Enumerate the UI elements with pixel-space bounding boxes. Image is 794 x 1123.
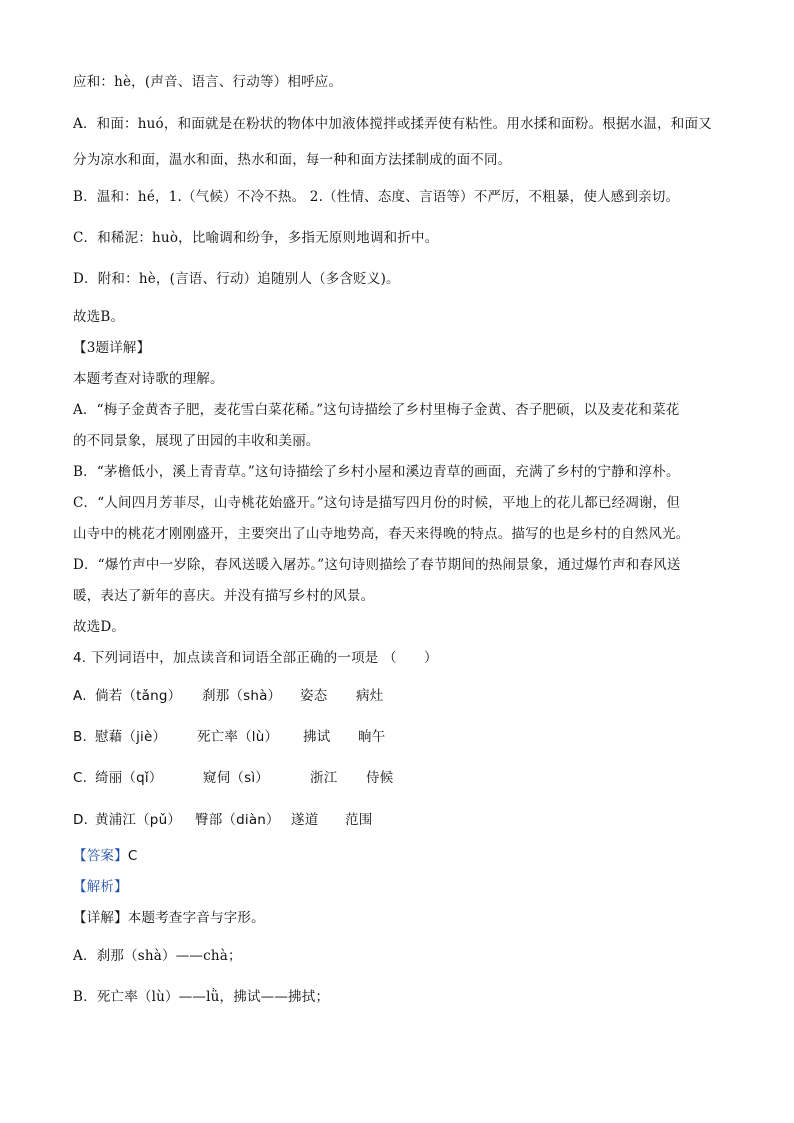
- text-line: A．刹那（shà）——chà；: [73, 948, 242, 964]
- text-line: 的不同景象，展现了田园的丰收和美丽。: [73, 433, 320, 449]
- text-line: 分为凉水和面，温水和面，热水和面，每一种和面方法揉制成的面不同。: [73, 152, 512, 168]
- section-heading: 【3题详解】: [73, 340, 151, 356]
- option-word: 绮丽（qǐ）: [95, 770, 163, 786]
- question-stem: 4. 下列词语中，加点读音和词语全部正确的一项是 （ ）: [73, 650, 438, 666]
- text-line: 【详解】本题考查字音与字形。: [73, 910, 265, 926]
- option-word: 遂道: [291, 812, 319, 828]
- text-line: 本题考查对诗歌的理解。: [73, 371, 224, 387]
- text-line: A．和面：huó，和面就是在粉状的物体中加液体搅拌或揉弄使有粘性。用水揉和面粉。根据水温，和面又: [73, 116, 712, 132]
- text-line: C．和稀泥：huò，比喻调和纷争，多指无原则地调和折中。: [73, 230, 439, 246]
- option-word: 慰藉（jiè）: [95, 729, 167, 745]
- question-option-a: [73, 686, 383, 706]
- question-option-d: [73, 810, 372, 830]
- option-word: 范围: [345, 812, 373, 828]
- text-line: 暖，表达了新年的喜庆。并没有描写乡村的风景。: [73, 588, 375, 604]
- option-label: D.: [73, 812, 89, 828]
- answer-line: [73, 846, 137, 866]
- option-word: 拂试: [303, 729, 331, 745]
- text-line: D．附和：hè，(言语、行动）追随别人（多含贬义)。: [73, 271, 400, 287]
- option-word: 侍候: [366, 770, 394, 786]
- question-option-c: [73, 768, 393, 788]
- option-word: 病灶: [356, 688, 384, 704]
- text-line: B．温和：hé，1.（气候）不冷不热。 2.（性情、态度、言语等）不严厉，不粗暴，使人感到亲切。: [73, 189, 680, 205]
- analysis-label: 【解析】: [73, 879, 128, 895]
- option-word: 倘若（tǎng）: [95, 688, 182, 704]
- text-line: 故选D。: [73, 619, 126, 635]
- answer-label: 【答案】: [73, 848, 128, 864]
- text-line: B．“茅檐低小，溪上青青草。”这句诗描绘了乡村小屋和溪边青草的画面，充满了乡村的宁静和淳朴。: [73, 464, 680, 480]
- text-line: 故选B。: [73, 309, 125, 325]
- text-line: C．“人间四月芳菲尽，山寺桃花始盛开。”这句诗是描写四月份的时候，平地上的花儿都已经凋谢，但: [73, 495, 681, 511]
- option-word: 晌午: [358, 729, 386, 745]
- option-label: C.: [73, 770, 88, 786]
- text-line: B．死亡率（lù）——lǜ，拂试——拂拭；: [73, 989, 330, 1005]
- option-word: 黄浦江（pǔ）: [95, 812, 182, 828]
- question-option-b: [73, 727, 385, 747]
- text-line: D．“爆竹声中一岁除，春风送暖入屠苏。”这句诗则描绘了春节期间的热闹景象，通过爆竹声和春风送: [73, 557, 681, 573]
- option-word: 窥伺（sì）: [203, 770, 269, 786]
- option-word: 臀部（diàn）: [195, 812, 280, 828]
- option-word: 死亡率（lù）: [197, 729, 279, 745]
- option-label: B.: [73, 729, 87, 745]
- text-line: 山寺中的桃花才刚刚盛开，主要突出了山寺地势高，春天来得晚的特点。描写的也是乡村的自然风光。: [73, 526, 690, 542]
- text-line: 应和：hè，(声音、语言、行动等）相呼应。: [73, 74, 343, 90]
- option-word: 浙江: [310, 770, 338, 786]
- option-word: 姿态: [300, 688, 328, 704]
- answer-value: C: [127, 848, 138, 864]
- option-label: A.: [73, 688, 87, 704]
- option-word: 刹那（shà）: [202, 688, 282, 704]
- text-line: A．“梅子金黄杏子肥，麦花雪白菜花稀。”这句诗描绘了乡村里梅子金黄、杏子肥硕，以及麦花和菜花: [73, 402, 680, 418]
